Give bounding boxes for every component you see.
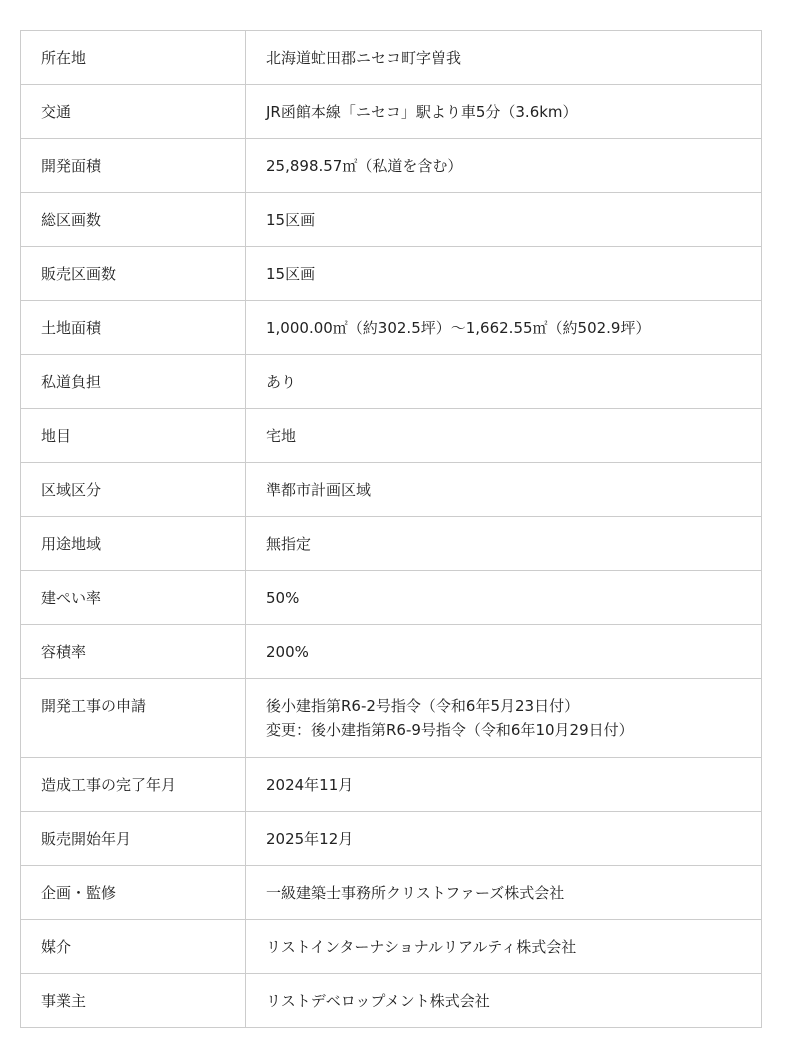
spec-value-line: 25,898.57㎡（私道を含む） (266, 157, 463, 175)
spec-label: 企画・監修 (21, 866, 246, 920)
spec-value-line: 200% (266, 643, 309, 661)
spec-label: 地目 (21, 409, 246, 463)
spec-value (246, 866, 762, 920)
spec-value-line: 変更：後小建指第R6-9号指令（令和6年10月29日付） (266, 721, 634, 739)
spec-value-line: リストインターナショナルリアルティ株式会社 (266, 938, 577, 956)
spec-row (21, 31, 762, 85)
spec-row (21, 517, 762, 571)
spec-label: 媒介 (21, 920, 246, 974)
spec-value (246, 625, 762, 679)
spec-label: 開発面積 (21, 139, 246, 193)
spec-row (21, 193, 762, 247)
spec-value-line: 15区画 (266, 265, 316, 283)
spec-label: 事業主 (21, 974, 246, 1028)
spec-value (246, 679, 762, 758)
spec-label: 土地面積 (21, 301, 246, 355)
spec-label: 所在地 (21, 31, 246, 85)
spec-row (21, 355, 762, 409)
spec-row (21, 758, 762, 812)
spec-row (21, 247, 762, 301)
spec-row (21, 866, 762, 920)
spec-row (21, 625, 762, 679)
spec-label: 容積率 (21, 625, 246, 679)
spec-row (21, 974, 762, 1028)
spec-label: 開発工事の申請 (21, 679, 246, 758)
spec-value-line: 50% (266, 589, 300, 607)
spec-row (21, 463, 762, 517)
spec-row (21, 139, 762, 193)
spec-value (246, 139, 762, 193)
spec-value (246, 409, 762, 463)
spec-row (21, 571, 762, 625)
spec-value (246, 301, 762, 355)
spec-value-line: 2024年11月 (266, 776, 354, 794)
spec-label: 区域区分 (21, 463, 246, 517)
spec-value-line: リストデベロップメント株式会社 (266, 992, 490, 1010)
spec-value-line: 後小建指第R6-2号指令（令和6年5月23日付） (266, 697, 580, 715)
spec-value (246, 355, 762, 409)
spec-value (246, 85, 762, 139)
spec-value-line: 準都市計画区域 (266, 481, 372, 499)
spec-value-line: JR函館本線「ニセコ」駅より車5分（3.6km） (266, 103, 578, 121)
spec-value (246, 463, 762, 517)
spec-label: 私道負担 (21, 355, 246, 409)
spec-value-line: あり (266, 373, 297, 391)
spec-label: 販売開始年月 (21, 812, 246, 866)
spec-label: 交通 (21, 85, 246, 139)
spec-value-line: 2025年12月 (266, 830, 354, 848)
spec-value (246, 517, 762, 571)
spec-label: 造成工事の完了年月 (21, 758, 246, 812)
spec-value (246, 247, 762, 301)
spec-value-line: 一級建築士事務所クリストファーズ株式会社 (266, 884, 565, 902)
spec-label: 販売区画数 (21, 247, 246, 301)
spec-value (246, 31, 762, 85)
spec-row (21, 85, 762, 139)
spec-value (246, 920, 762, 974)
spec-value-line: 北海道虻田郡ニセコ町字曽我 (266, 49, 462, 67)
spec-value-line: 15区画 (266, 211, 316, 229)
spec-label: 総区画数 (21, 193, 246, 247)
spec-value-line: 宅地 (266, 427, 297, 445)
spec-row (21, 409, 762, 463)
spec-value (246, 193, 762, 247)
spec-label: 用途地域 (21, 517, 246, 571)
spec-table-body (21, 31, 762, 1028)
spec-value-line: 1,000.00㎡（約302.5坪）〜1,662.55㎡（約502.9坪） (266, 319, 651, 337)
spec-value-line: 無指定 (266, 535, 312, 553)
spec-value (246, 758, 762, 812)
spec-row (21, 301, 762, 355)
spec-row (21, 812, 762, 866)
property-spec-table (20, 30, 762, 1028)
spec-row (21, 920, 762, 974)
spec-label: 建ぺい率 (21, 571, 246, 625)
spec-value (246, 812, 762, 866)
spec-value (246, 974, 762, 1028)
spec-row (21, 679, 762, 758)
spec-value (246, 571, 762, 625)
